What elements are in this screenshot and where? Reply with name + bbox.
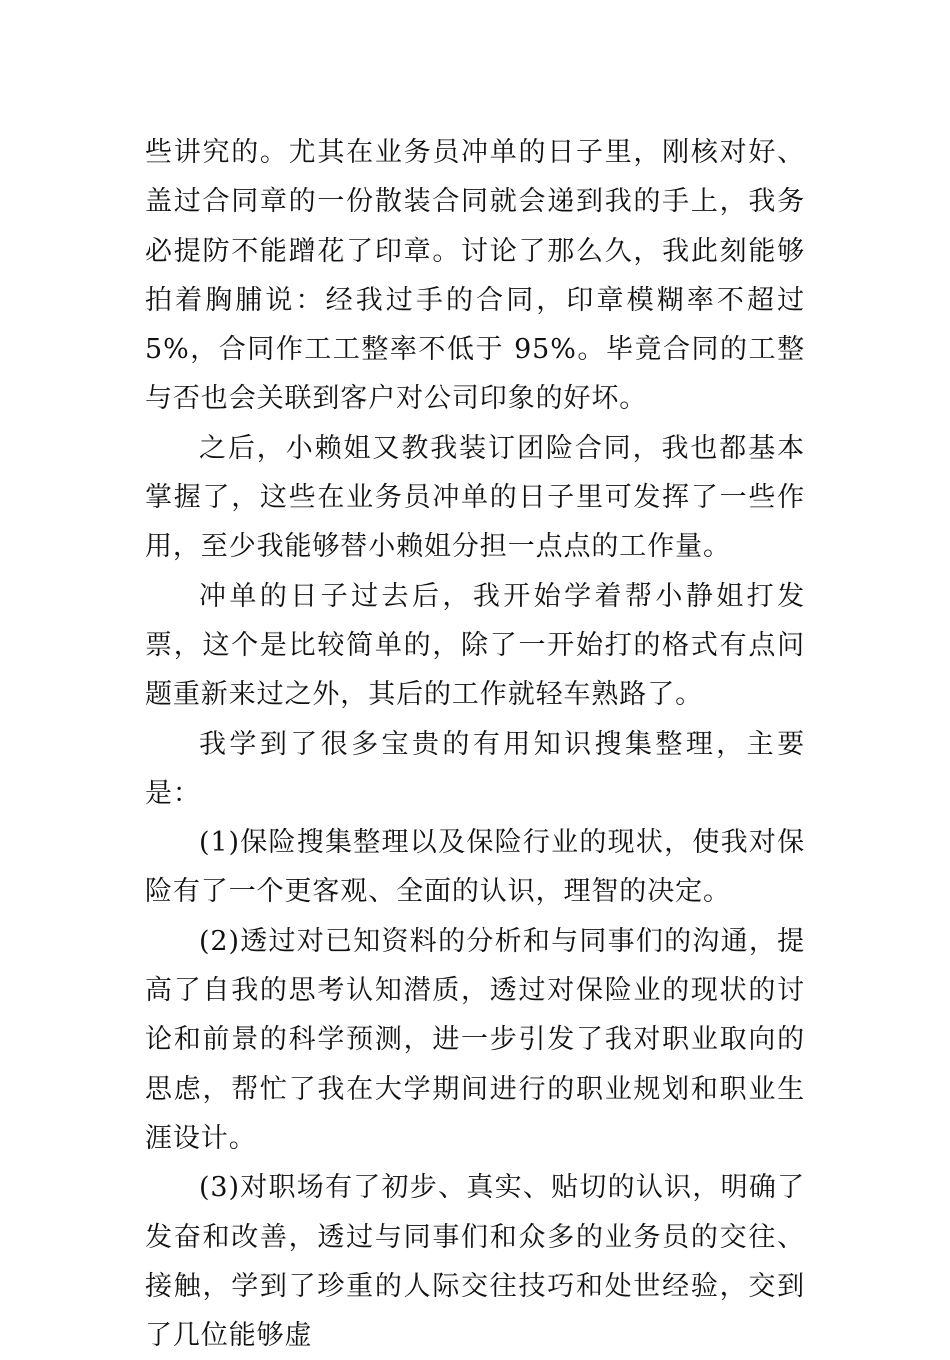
- paragraph-point-1: (1)保险搜集整理以及保险行业的现状，使我对保险有了一个更客观、全面的认识，理智的决定。: [145, 827, 805, 908]
- paragraph-binding-contracts: 之后，小赖姐又教我装订团险合同，我也都基本掌握了，这些在业务员冲单的日子里可发挥了一些作用，至少我能够替小赖姐分担一点点的工作量。: [145, 432, 805, 563]
- paragraph-learned-intro: 我学到了很多宝贵的有用知识搜集整理，主要是：: [145, 728, 805, 809]
- document-body: [145, 128, 805, 1360]
- paragraph-continued: 些讲究的。尤其在业务员冲单的日子里，刚核对好、盖过合同章的一份散装合同就会递到我的手上，我务必提防不能蹭花了印章。讨论了那么久，我此刻能够拍着胸脯说：经我过手的合同，印章模糊率不超过 5%，合同作工工整率不低于 95%。毕竟合同的工整与否也会关联到客户对公司印象的好坏。: [145, 137, 805, 415]
- paragraph-point-2: (2)透过对已知资料的分析和与同事们的沟通，提高了自我的思考认知潜质，透过对保险业的现状的讨论和前景的科学预测，进一步引发了我对职业取向的思虑，帮忙了我在大学期间进行的职业规划和职业生涯设计。: [145, 925, 805, 1154]
- paragraph-invoices: 冲单的日子过去后，我开始学着帮小静姐打发票，这个是比较简单的，除了一开始打的格式有点问题重新来过之外，其后的工作就轻车熟路了。: [145, 580, 805, 711]
- paragraph-point-3: (3)对职场有了初步、真实、贴切的认识，明确了发奋和改善，透过与同事们和众多的业务员的交往、接触，学到了珍重的人际交往技巧和处世经验，交到了几位能够虚: [145, 1172, 805, 1352]
